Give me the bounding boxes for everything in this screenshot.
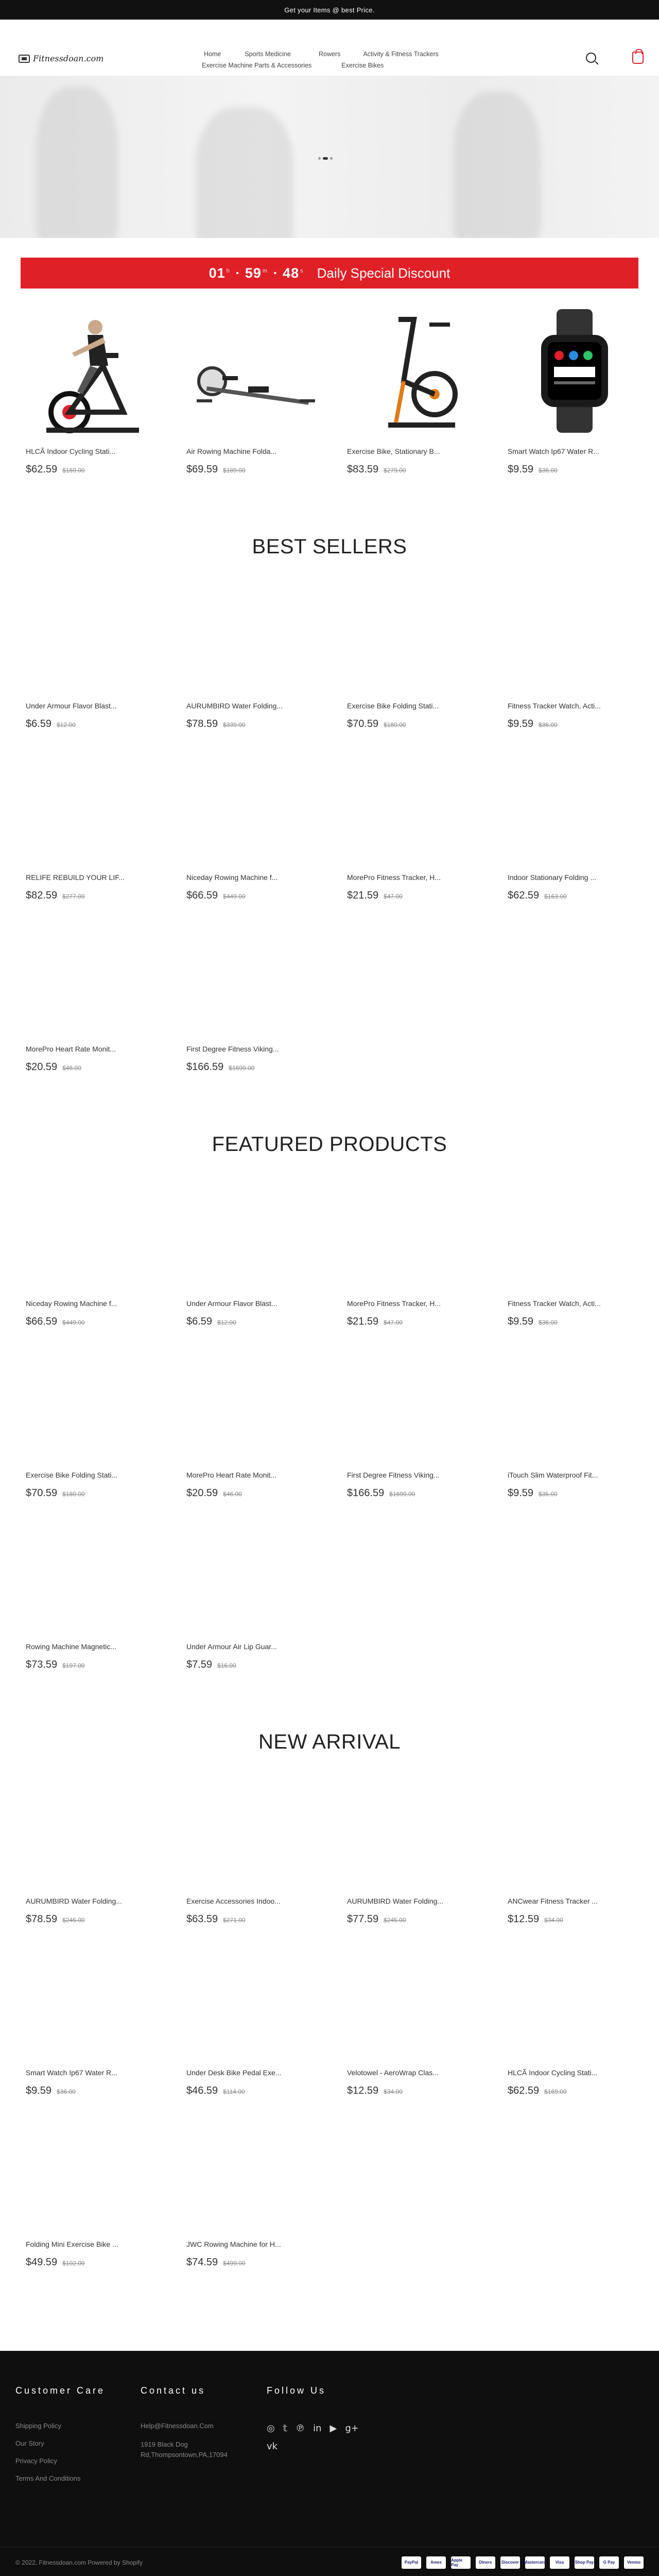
product-image[interactable] — [26, 1499, 159, 1632]
product-image[interactable] — [347, 558, 480, 691]
product-card[interactable] — [508, 558, 640, 730]
product-compare-price: $163.00 — [544, 893, 567, 900]
timer-separator: · — [273, 265, 279, 281]
slide-dots — [318, 157, 333, 160]
logo-text: Fitnessdoan.com — [33, 54, 104, 63]
product-price: $62.59 — [508, 890, 540, 901]
product-price: $9.59 — [508, 1316, 534, 1327]
footer-link-shipping[interactable]: Shipping Policy — [15, 2422, 61, 2430]
product-compare-price: $46.00 — [62, 1064, 81, 1072]
smart-watch-image — [508, 304, 640, 437]
product-name[interactable]: Fitness Tracker Watch, Acti... — [508, 1299, 601, 1308]
site-footer — [0, 2351, 659, 2576]
product-image[interactable] — [26, 902, 159, 1035]
nav-exercise-bikes[interactable]: Exercise Bikes — [341, 62, 384, 69]
product-price: $77.59 — [347, 1913, 379, 1925]
product-price: $6.59 — [26, 718, 52, 730]
product-compare-price: $169.00 — [544, 2088, 567, 2095]
apple-pay-icon: Apple Pay — [451, 2556, 471, 2569]
product-compare-price: $47.00 — [384, 893, 403, 900]
product-name[interactable]: MorePro Fitness Tracker, H... — [347, 1299, 441, 1308]
product-card[interactable] — [186, 1925, 319, 2097]
product-price: $9.59 — [508, 464, 534, 475]
product-compare-price: $102.00 — [62, 2260, 85, 2267]
product-card[interactable] — [26, 1328, 159, 1499]
product-price: $46.59 — [186, 2085, 218, 2096]
product-name[interactable]: First Degree Fitness Viking... — [347, 1471, 440, 1479]
venmo-icon: Venmo — [624, 2556, 644, 2569]
timer-seconds-unit: s — [300, 267, 304, 274]
product-image[interactable] — [186, 1925, 319, 2058]
hero-slideshow[interactable] — [0, 76, 659, 238]
product-image[interactable] — [508, 730, 640, 863]
product-compare-price: $34.00 — [384, 2088, 403, 2095]
product-card[interactable] — [186, 1754, 319, 1925]
featured-grid — [26, 1156, 659, 1671]
product-compare-price: $1699.00 — [389, 1490, 415, 1498]
product-card[interactable] — [26, 902, 159, 1073]
deal-product-grid — [26, 304, 659, 476]
product-price: $74.59 — [186, 2257, 218, 2268]
countdown-timer — [209, 265, 305, 281]
product-name[interactable]: Under Desk Bike Pedal Exe... — [186, 2069, 282, 2077]
timer-minutes: 59 — [245, 265, 262, 281]
amex-icon: Amex — [426, 2556, 446, 2569]
product-image[interactable] — [186, 2097, 319, 2230]
product-compare-price: $12.00 — [217, 1319, 236, 1326]
product-name[interactable]: Exercise Accessories Indoo... — [186, 1897, 281, 1905]
product-card[interactable] — [26, 1499, 159, 1671]
product-compare-price: $449.00 — [62, 1319, 85, 1326]
footer-link-terms[interactable]: Terms And Conditions — [15, 2475, 81, 2482]
product-price: $82.59 — [26, 890, 58, 901]
product-compare-price: $46.00 — [223, 1490, 242, 1498]
hero-figure-shape — [196, 107, 293, 238]
product-image[interactable] — [508, 304, 640, 437]
product-name[interactable]: Niceday Rowing Machine f... — [26, 1299, 117, 1308]
nav-activity-trackers[interactable]: Activity & Fitness Trackers — [363, 50, 439, 58]
product-image[interactable] — [347, 1754, 480, 1887]
product-card[interactable] — [347, 304, 480, 476]
product-card[interactable] — [508, 730, 640, 902]
product-image[interactable] — [26, 2097, 159, 2230]
daily-deal-banner — [21, 258, 638, 289]
product-name[interactable]: JWC Rowing Machine for H... — [186, 2240, 281, 2248]
product-compare-price: $47.00 — [384, 1319, 403, 1326]
pinterest-icon[interactable]: ℗ — [296, 2423, 305, 2434]
product-card[interactable] — [347, 730, 480, 902]
product-price: $20.59 — [26, 1061, 58, 1073]
product-card[interactable] — [186, 902, 319, 1073]
product-card[interactable] — [186, 2097, 319, 2268]
product-name[interactable]: HLCÃ Indoor Cycling Stati... — [508, 2069, 598, 2077]
mastercard-icon: Mastercard — [525, 2556, 545, 2569]
deal-label: Daily Special Discount — [317, 265, 450, 281]
product-image[interactable] — [26, 1925, 159, 2058]
main-nav — [202, 50, 490, 69]
site-header — [0, 20, 659, 76]
product-image[interactable] — [508, 1754, 640, 1887]
product-name[interactable]: Velotowel - AeroWrap Clas... — [347, 2069, 439, 2077]
product-image[interactable] — [186, 730, 319, 863]
product-price: $166.59 — [347, 1487, 385, 1499]
product-image[interactable] — [26, 304, 159, 437]
slide-dot[interactable] — [330, 157, 333, 160]
product-price: $21.59 — [347, 890, 379, 901]
product-card[interactable] — [508, 1925, 640, 2097]
product-name[interactable]: MorePro Heart Rate Monit... — [26, 1045, 116, 1053]
product-name[interactable]: Under Armour Flavor Blast... — [186, 1299, 278, 1308]
new-arrival-grid — [26, 1754, 659, 2268]
cart-icon[interactable] — [632, 52, 644, 64]
product-image[interactable] — [26, 558, 159, 691]
product-name[interactable]: Fitness Tracker Watch, Acti... — [508, 702, 601, 710]
nav-rowers[interactable]: Rowers — [318, 50, 341, 58]
product-image[interactable] — [26, 730, 159, 863]
product-name[interactable]: Indoor Stationary Folding ... — [508, 873, 596, 882]
footer-customer-care — [15, 2385, 105, 2492]
product-name[interactable]: Niceday Rowing Machine f... — [186, 873, 278, 882]
product-image[interactable] — [186, 304, 319, 437]
product-card[interactable] — [26, 730, 159, 902]
timer-separator: · — [235, 265, 241, 281]
product-compare-price: $449.00 — [223, 893, 246, 900]
product-name[interactable]: AURUMBIRD Water Folding... — [186, 702, 283, 710]
product-name[interactable]: Exercise Bike, Stationary B... — [347, 447, 440, 455]
product-card[interactable] — [347, 1156, 480, 1328]
product-name[interactable]: AURUMBIRD Water Folding... — [347, 1897, 443, 1905]
product-image[interactable] — [347, 304, 480, 437]
product-image[interactable] — [26, 1328, 159, 1461]
product-card[interactable] — [26, 1156, 159, 1328]
footer-contact — [141, 2385, 228, 2460]
exercise-bike-image — [347, 304, 480, 437]
product-compare-price: $34.00 — [544, 1917, 563, 1924]
spin-bike-image — [26, 304, 159, 437]
product-card[interactable] — [186, 558, 319, 730]
instagram-icon[interactable]: ◎ — [267, 2423, 275, 2434]
product-image[interactable] — [186, 558, 319, 691]
slide-dot-active[interactable] — [323, 157, 328, 160]
google-plus-icon[interactable]: g+ — [345, 2423, 359, 2434]
product-name[interactable]: Air Rowing Machine Folda... — [186, 447, 277, 455]
product-image[interactable] — [347, 1925, 480, 2058]
product-image[interactable] — [347, 1156, 480, 1289]
product-price: $62.59 — [508, 2085, 540, 2096]
logo-mark-icon — [19, 55, 30, 63]
product-name[interactable]: Under Armour Air Lip Guar... — [186, 1642, 277, 1651]
nav-machine-parts[interactable]: Exercise Machine Parts & Accessories — [202, 62, 312, 69]
nav-sports-medicine[interactable]: Sports Medicine — [245, 50, 291, 58]
product-compare-price: $36.00 — [539, 467, 558, 474]
product-compare-price: $499.00 — [223, 2260, 246, 2267]
timer-minutes-unit: m — [262, 267, 268, 274]
product-price: $9.59 — [26, 2085, 52, 2096]
product-name[interactable]: AURUMBIRD Water Folding... — [26, 1897, 122, 1905]
footer-heading: Contact us — [141, 2385, 206, 2396]
linkedin-icon[interactable]: in — [313, 2423, 322, 2434]
product-compare-price: $189.00 — [223, 467, 246, 474]
product-price: $78.59 — [186, 718, 218, 730]
product-compare-price: $245.00 — [384, 1917, 406, 1924]
product-card[interactable] — [26, 558, 159, 730]
footer-follow — [267, 2385, 359, 2452]
product-image[interactable] — [508, 1156, 640, 1289]
product-compare-price: $16.00 — [217, 1662, 236, 1669]
product-card[interactable] — [347, 1328, 480, 1499]
footer-email[interactable]: Help@Fitnessdoan.Com — [141, 2422, 214, 2430]
product-card[interactable] — [347, 1754, 480, 1925]
product-price: $70.59 — [26, 1487, 58, 1499]
footer-bottom-bar — [0, 2547, 659, 2576]
product-compare-price: $169.00 — [62, 467, 85, 474]
product-name[interactable]: Under Armour Flavor Blast... — [26, 702, 117, 710]
product-name[interactable]: HLCÃ Indoor Cycling Stati... — [26, 447, 116, 455]
product-name[interactable]: MorePro Fitness Tracker, H... — [347, 873, 441, 882]
product-name[interactable]: Exercise Bike Folding Stati... — [347, 702, 439, 710]
product-name[interactable]: Rowing Machine Magnetic... — [26, 1642, 116, 1651]
announcement-bar — [0, 0, 659, 20]
timer-hours: 01 — [209, 265, 226, 281]
product-compare-price: $277.00 — [62, 893, 85, 900]
payment-icons — [402, 2556, 644, 2569]
product-card[interactable] — [186, 1499, 319, 1671]
product-price: $12.59 — [347, 2085, 379, 2096]
product-price: $83.59 — [347, 464, 379, 475]
product-image[interactable] — [186, 1328, 319, 1461]
product-price: $63.59 — [186, 1913, 218, 1925]
google-pay-icon: G Pay — [599, 2556, 619, 2569]
section-title-best-sellers: BEST SELLERS — [252, 535, 407, 558]
footer-address-line: 1919 Black Dog — [141, 2441, 188, 2448]
product-card[interactable] — [508, 1328, 640, 1499]
rowing-machine-image — [186, 304, 319, 437]
discover-icon: Discover — [500, 2556, 520, 2569]
product-price: $73.59 — [26, 1659, 58, 1670]
product-image[interactable] — [508, 1925, 640, 2058]
product-price: $12.59 — [508, 1913, 540, 1925]
footer-address-line: Rd,Thompsontown,PA,17094 — [141, 2451, 228, 2459]
product-compare-price: $180.00 — [384, 721, 406, 728]
product-image[interactable] — [186, 1499, 319, 1632]
product-compare-price: $35.00 — [539, 1490, 558, 1498]
copyright: © 2022, Fitnessdoan.com Powered by Shopify — [15, 2558, 143, 2566]
product-name[interactable]: Smart Watch Ip67 Water R... — [26, 2069, 117, 2077]
hero-figure-shape — [453, 92, 541, 238]
product-image[interactable] — [508, 558, 640, 691]
product-compare-price: $114.00 — [223, 2088, 245, 2095]
product-price: $9.59 — [508, 1487, 534, 1499]
product-name[interactable]: Exercise Bike Folding Stati... — [26, 1471, 118, 1479]
product-card[interactable] — [186, 730, 319, 902]
product-image[interactable] — [186, 902, 319, 1035]
product-price: $49.59 — [26, 2257, 58, 2268]
timer-seconds: 48 — [283, 265, 300, 281]
product-name[interactable]: iTouch Slim Waterproof Fit... — [508, 1471, 598, 1479]
product-price: $7.59 — [186, 1659, 213, 1670]
product-card[interactable] — [508, 1156, 640, 1328]
best-sellers-grid — [26, 558, 659, 1073]
section-title-new-arrival: NEW ARRIVAL — [258, 1731, 401, 1753]
product-card[interactable] — [26, 1754, 159, 1925]
footer-heading: Customer Care — [15, 2385, 106, 2396]
product-card[interactable] — [186, 304, 319, 476]
product-compare-price: $1699.00 — [229, 1064, 255, 1072]
shop-pay-icon: Shop Pay — [575, 2556, 594, 2569]
product-name[interactable]: First Degree Fitness Viking... — [186, 1045, 279, 1053]
footer-link-story[interactable]: Our Story — [15, 2439, 44, 2447]
product-compare-price: $197.00 — [62, 1662, 85, 1669]
product-image[interactable] — [186, 1156, 319, 1289]
product-compare-price: $180.00 — [62, 1490, 85, 1498]
product-compare-price: $12.00 — [57, 721, 76, 728]
product-image[interactable] — [347, 1328, 480, 1461]
product-price: $66.59 — [26, 1316, 58, 1327]
product-price: $9.59 — [508, 718, 534, 730]
product-image[interactable] — [186, 1754, 319, 1887]
product-card[interactable] — [186, 1328, 319, 1499]
product-price: $20.59 — [186, 1487, 218, 1499]
twitter-icon[interactable]: 𝕥 — [283, 2423, 288, 2434]
product-image[interactable] — [508, 1328, 640, 1461]
vk-icon[interactable]: vk — [267, 2441, 278, 2452]
product-price: $78.59 — [26, 1913, 58, 1925]
product-card[interactable] — [508, 1754, 640, 1925]
product-compare-price: $36.00 — [57, 2088, 76, 2095]
product-compare-price: $339.00 — [223, 721, 246, 728]
timer-hours-unit: h — [226, 267, 230, 274]
hero-figure-shape — [36, 87, 118, 238]
product-name[interactable]: ANCwear Fitness Tracker ... — [508, 1897, 598, 1905]
product-card[interactable] — [347, 558, 480, 730]
product-price: $6.59 — [186, 1316, 213, 1327]
product-card[interactable] — [26, 1925, 159, 2097]
product-price: $69.59 — [186, 464, 218, 475]
product-name[interactable]: MorePro Heart Rate Monit... — [186, 1471, 277, 1479]
product-price: $62.59 — [26, 464, 58, 475]
product-price: $66.59 — [186, 890, 218, 901]
product-card[interactable] — [508, 304, 640, 476]
product-name[interactable]: Folding Mini Exercise Bike ... — [26, 2240, 118, 2248]
product-card[interactable] — [347, 1925, 480, 2097]
section-title-featured: FEATURED PRODUCTS — [212, 1133, 447, 1156]
product-image[interactable] — [26, 1156, 159, 1289]
product-compare-price: $36.00 — [539, 1319, 558, 1326]
product-name[interactable]: Smart Watch Ip67 Water R... — [508, 447, 599, 455]
product-card[interactable] — [26, 304, 159, 476]
product-image[interactable] — [347, 730, 480, 863]
paypal-icon: PayPal — [402, 2556, 421, 2569]
product-compare-price: $279.00 — [384, 467, 406, 474]
product-compare-price: $245.00 — [62, 1917, 85, 1924]
visa-icon: Visa — [550, 2556, 569, 2569]
announcement-text: Get your Items @ best Price. — [284, 6, 375, 14]
product-price: $166.59 — [186, 1061, 224, 1073]
product-name[interactable]: RELIFE REBUILD YOUR LIF... — [26, 873, 125, 882]
product-compare-price: $36.00 — [539, 721, 558, 728]
site-logo[interactable] — [19, 54, 103, 63]
search-icon[interactable] — [586, 53, 596, 63]
footer-link-privacy[interactable]: Privacy Policy — [15, 2457, 57, 2465]
slide-dot[interactable] — [318, 157, 321, 160]
product-card[interactable] — [186, 1156, 319, 1328]
product-price: $70.59 — [347, 718, 379, 730]
product-compare-price: $271.00 — [223, 1917, 246, 1924]
footer-heading: Follow Us — [267, 2385, 326, 2396]
diners-icon: Diners — [476, 2556, 495, 2569]
nav-home[interactable]: Home — [204, 50, 221, 58]
product-price: $21.59 — [347, 1316, 379, 1327]
product-card[interactable] — [26, 2097, 159, 2268]
product-image[interactable] — [26, 1754, 159, 1887]
youtube-icon[interactable]: ▶ — [330, 2423, 337, 2434]
